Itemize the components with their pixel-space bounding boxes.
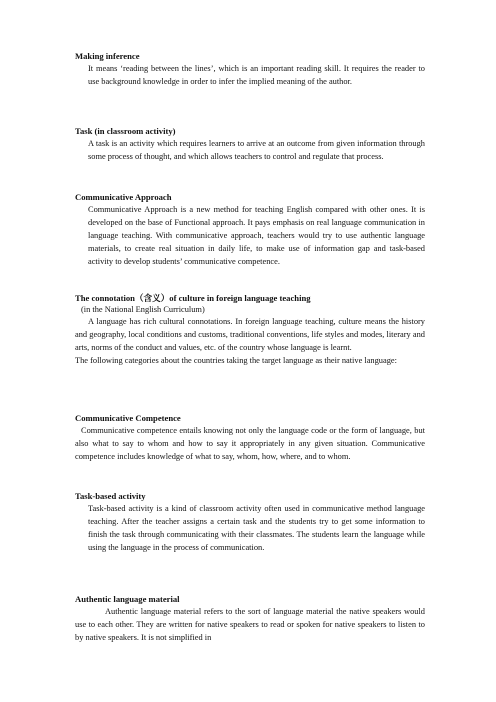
section-heading: Task-based activity — [75, 491, 146, 501]
section-heading: Task (in classroom activity) — [75, 126, 176, 136]
section-heading: Making inference — [75, 51, 140, 61]
section-body: A task is an activity which requires learners to arrive at an outcome from given information through some process of thought, and which allows teachers to control and regulate that process. — [88, 139, 425, 161]
section-heading: Communicative Competence — [75, 413, 181, 423]
section-body: It means ‘reading between the lines’, which is an important reading skill. It requires the reader to use background knowledge in order to infer the implied meaning of the author. — [88, 64, 425, 86]
section-heading: The connotation（含义）of culture in foreign language teaching — [75, 293, 311, 303]
section-body: Communicative Approach is a new method for teaching English compared with other ones. It is developed on the base of Functional approach. It pays emphasis on real language communication in language teaching. With communicative approach, teachers would try to use authentic language materials, to create real situation in daily life, to make use of information gap and task-based activity to develop students’ communicative competence. — [88, 205, 425, 266]
section-task — [75, 126, 425, 163]
section-body: Communicative competence entails knowing not only the language code or the form of language, but also what to say to whom and how to say it appropriately in any given situation. Communicative competence includes knowledge of what to say, whom, how, where, and to whom. — [75, 426, 425, 461]
section-heading: Communicative Approach — [75, 192, 172, 202]
section-making-inference — [75, 51, 425, 88]
section-body: Task-based activity is a kind of classroom activity often used in communicative method language teaching. After the teacher assigns a certain task and the students try to get some information to finish the task through communicating with their classmates. The students learn the language while using the language in the process of communication. — [88, 504, 425, 552]
section-subtitle: (in the National English Curriculum) — [81, 305, 205, 314]
section-authentic-material — [75, 594, 425, 644]
section-connotation-of-culture — [75, 293, 425, 367]
section-body: A language has rich cultural connotations. In foreign language teaching, culture means the history and geography, local conditions and customs, traditional conventions, life styles and modes, literary and arts, norms of the conduct and values, etc. of the country whose language is learnt. — [75, 317, 425, 352]
section-heading: Authentic language material — [75, 594, 180, 604]
section-communicative-competence — [75, 413, 425, 463]
section-body: Authentic language material refers to the sort of language material the native speakers would use to each other. They are written for native speakers to read or spoken for native speakers to listen to by native speakers. It is not simplified in — [75, 607, 425, 642]
section-body-continued: The following categories about the countries taking the target language as their native language: — [75, 356, 397, 365]
section-communicative-approach — [75, 192, 425, 268]
section-task-based-activity — [75, 491, 425, 554]
